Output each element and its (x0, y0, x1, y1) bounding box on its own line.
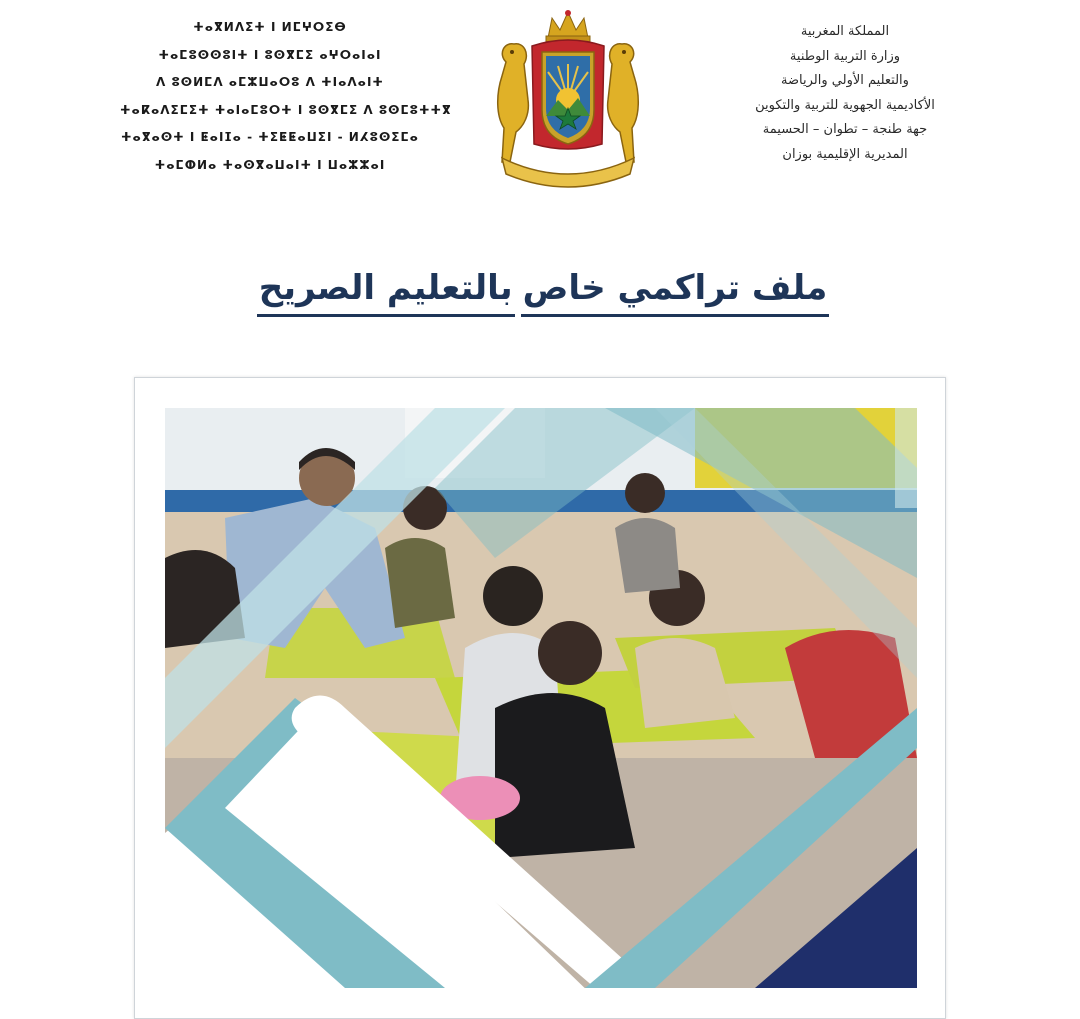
tifinagh-line: ⴷ ⵓⵙⵍⵎⴷ ⴰⵎⵣⵡⴰⵔⵓ ⴷ ⵜⵏⴰⴷⴰⵏⵜ (156, 75, 384, 89)
classroom-photo-icon (135, 378, 945, 1018)
document-title (0, 268, 1080, 317)
tifinagh-line: ⵜⴰⴽⴰⴷⵉⵎⵉⵜ ⵜⴰⵏⴰⵎⵓⵔⵜ ⵏ ⵓⵙⴳⵎⵉ ⴷ ⵓⵙⵎⵓⵜⵜⴳ (120, 102, 452, 117)
tifinagh-line: ⵜⴰⴳⴰⵙⵜ ⵏ ⵟⴰⵏⵊⴰ - ⵜⵉⵟⵟⴰⵡⵉⵏ - ⵍⵃⵓⵙⵉⵎⴰ (121, 130, 419, 144)
tifinagh-header (120, 14, 452, 179)
arabic-header (735, 20, 955, 167)
cover-image-frame (134, 377, 946, 1019)
arabic-header-line: جهة طنجة – تطوان – الحسيمة (762, 122, 928, 137)
arabic-header-line: الأكاديمية الجهوية للتربية والتكوين (755, 97, 935, 113)
arabic-header-line: والتعليم الأولي والرياضة (781, 73, 909, 88)
tifinagh-line: ⵜⴰⵎⵀⵍⴰ ⵜⴰⵙⴳⴰⵡⴰⵏⵜ ⵏ ⵡⴰⵣⵣⴰⵏ (154, 157, 386, 172)
tifinagh-line: ⵜⴰⵎⵓⵙⵙⵓⵏⵜ ⵏ ⵓⵙⴳⵎⵉ ⴰⵖⵔⴰⵏⴰⵏ (158, 47, 382, 62)
arabic-header-line: المديرية الإقليمية بوزان (782, 146, 908, 162)
tifinagh-line: ⵜⴰⴳⵍⴷⵉⵜ ⵏ ⵍⵎⵖⵔⵉⴱ (193, 20, 347, 34)
moroccan-coat-of-arms-icon (488, 4, 648, 188)
title-part-1: ملف تراكمي خاص (521, 268, 830, 317)
title-part-2: بالتعليم الصريح (257, 268, 515, 317)
arabic-header-line: المملكة المغربية (800, 24, 890, 39)
arabic-header-line: وزارة التربية الوطنية (789, 48, 901, 64)
